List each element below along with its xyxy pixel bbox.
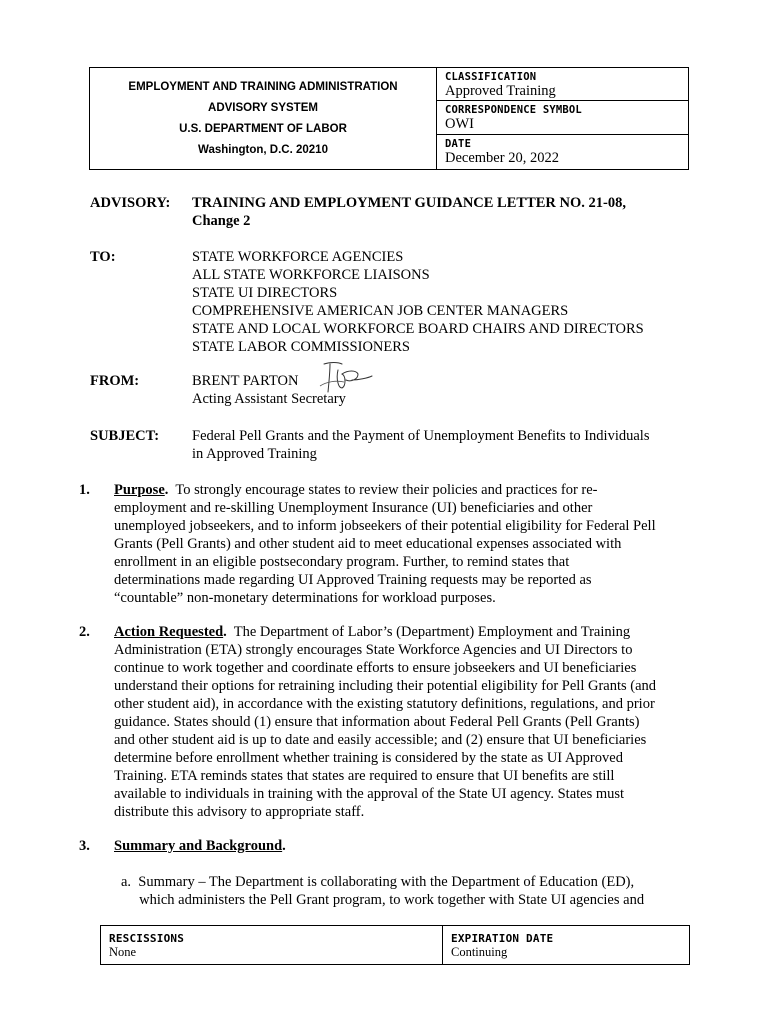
section-line: available to individuals in training with the approval of the State UI agency. States must — [114, 786, 625, 802]
heading-period: . — [282, 838, 286, 854]
section-heading: Action Requested — [114, 624, 224, 640]
rescissions-label: RESCISSIONS — [109, 932, 185, 945]
section-line: guidance. States should (1) ensure that information about Federal Pell Grants (Pell Grants) — [114, 714, 640, 730]
section-line: and other student aid is up to date and easily accessible; and (2) ensure that UI beneficiaries — [114, 732, 647, 748]
date-cell — [437, 135, 688, 169]
to-label: TO: — [90, 249, 116, 265]
correspondence-value: OWI — [445, 116, 474, 132]
correspondence-cell — [437, 101, 688, 135]
to-recipients — [192, 248, 644, 356]
recipient-line: ALL STATE WORKFORCE LIAISONS — [192, 267, 430, 283]
rescissions-value: None — [109, 945, 137, 959]
advisory-line: TRAINING AND EMPLOYMENT GUIDANCE LETTER NO. 21-08, — [192, 195, 626, 211]
section-line: “countable” non-monetary determinations for workload purposes. — [114, 590, 496, 606]
expiration-cell — [443, 926, 689, 964]
header-meta — [437, 68, 688, 169]
section-line: Administration (ETA) strongly encourages State Workforce Agencies and UI Directors to — [114, 642, 633, 658]
section-number: 1. — [79, 482, 90, 498]
heading-period: . — [164, 482, 169, 498]
agency-block — [90, 68, 436, 169]
section-heading: Purpose — [114, 482, 165, 498]
section-body — [114, 481, 679, 607]
section-line: determinations made regarding UI Approved Training requests may be reported as — [114, 572, 592, 588]
section-line: Training. ETA reminds states that states are required to ensure that UI benefits are still — [114, 768, 615, 784]
agency-line: ADVISORY SYSTEM — [208, 101, 318, 114]
section-line: unemployed jobseekers, and to inform jobseekers of their potential eligibility for Federal Pell — [114, 518, 656, 534]
rescissions-cell — [101, 926, 442, 964]
agency-line: Washington, D.C. 20210 — [198, 143, 328, 156]
subsection-a — [121, 873, 681, 909]
date-value: December 20, 2022 — [445, 150, 559, 166]
sender-title: Acting Assistant Secretary — [192, 391, 346, 407]
classification-value: Approved Training — [445, 83, 556, 99]
section-body — [114, 837, 679, 855]
agency-line: U.S. DEPARTMENT OF LABOR — [179, 122, 347, 135]
advisory-value — [192, 194, 626, 230]
agency-line: EMPLOYMENT AND TRAINING ADMINISTRATION — [128, 80, 398, 93]
expiration-value: Continuing — [451, 945, 508, 959]
section-line: understand their options for retraining including their potential eligibility for Pell Grants (and — [114, 678, 657, 694]
classification-cell — [437, 68, 688, 101]
section-line: determine before enrollment whether training is considered by the state as UI Approved — [114, 750, 623, 766]
section-text: To strongly encourage states to review their policies and practices for re- — [168, 482, 598, 498]
date-label: DATE — [445, 138, 472, 150]
recipient-line: COMPREHENSIVE AMERICAN JOB CENTER MANAGERS — [192, 303, 569, 319]
section-number: 2. — [79, 624, 90, 640]
recipient-line: STATE AND LOCAL WORKFORCE BOARD CHAIRS AND DIRECTORS — [192, 321, 644, 337]
section-text: The Department of Labor’s (Department) Employment and Training — [226, 624, 631, 640]
advisory-label: ADVISORY: — [90, 195, 171, 211]
section-line: employment and re-skilling Unemployment Insurance (UI) beneficiaries and other — [114, 500, 593, 516]
subject-line: Federal Pell Grants and the Payment of Unemployment Benefits to Individuals — [192, 428, 650, 444]
recipient-line: STATE LABOR COMMISSIONERS — [192, 339, 410, 355]
recipient-line: STATE WORKFORCE AGENCIES — [192, 249, 404, 265]
subject-line: in Approved Training — [192, 446, 317, 462]
section-body — [114, 623, 679, 821]
section-line: distribute this advisory to appropriate staff. — [114, 804, 365, 820]
subsection-line: which administers the Pell Grant program, to work together with State UI agencies and — [121, 892, 645, 908]
footer-box — [100, 925, 690, 965]
classification-label: CLASSIFICATION — [445, 71, 537, 83]
section-line: Grants (Pell Grants) and other student aid to meet educational expenses associated with — [114, 536, 622, 552]
subject-value — [192, 427, 649, 463]
section-heading: Summary and Background — [114, 838, 283, 854]
sender-name: BRENT PARTON — [192, 373, 299, 389]
recipient-line: STATE UI DIRECTORS — [192, 285, 338, 301]
subsection-line: a. Summary – The Department is collaborating with the Department of Education (ED), — [121, 874, 635, 890]
section-line: enrollment in an eligible postsecondary program. Further, to remind states that — [114, 554, 570, 570]
subject-label: SUBJECT: — [90, 428, 160, 444]
header-box — [89, 67, 689, 170]
expiration-label: EXPIRATION DATE — [451, 932, 554, 945]
from-label: FROM: — [90, 373, 140, 389]
section-line: other student aid), in accordance with the existing statutory definitions, regulations, and prior — [114, 696, 655, 712]
heading-period: . — [223, 624, 227, 640]
signature-image — [316, 358, 374, 402]
section-line: continue to work together and coordinate efforts to ensure jobseekers and UI beneficiaries — [114, 660, 637, 676]
section-number: 3. — [79, 838, 90, 854]
correspondence-label: CORRESPONDENCE SYMBOL — [445, 104, 582, 116]
advisory-line: Change 2 — [192, 213, 251, 229]
